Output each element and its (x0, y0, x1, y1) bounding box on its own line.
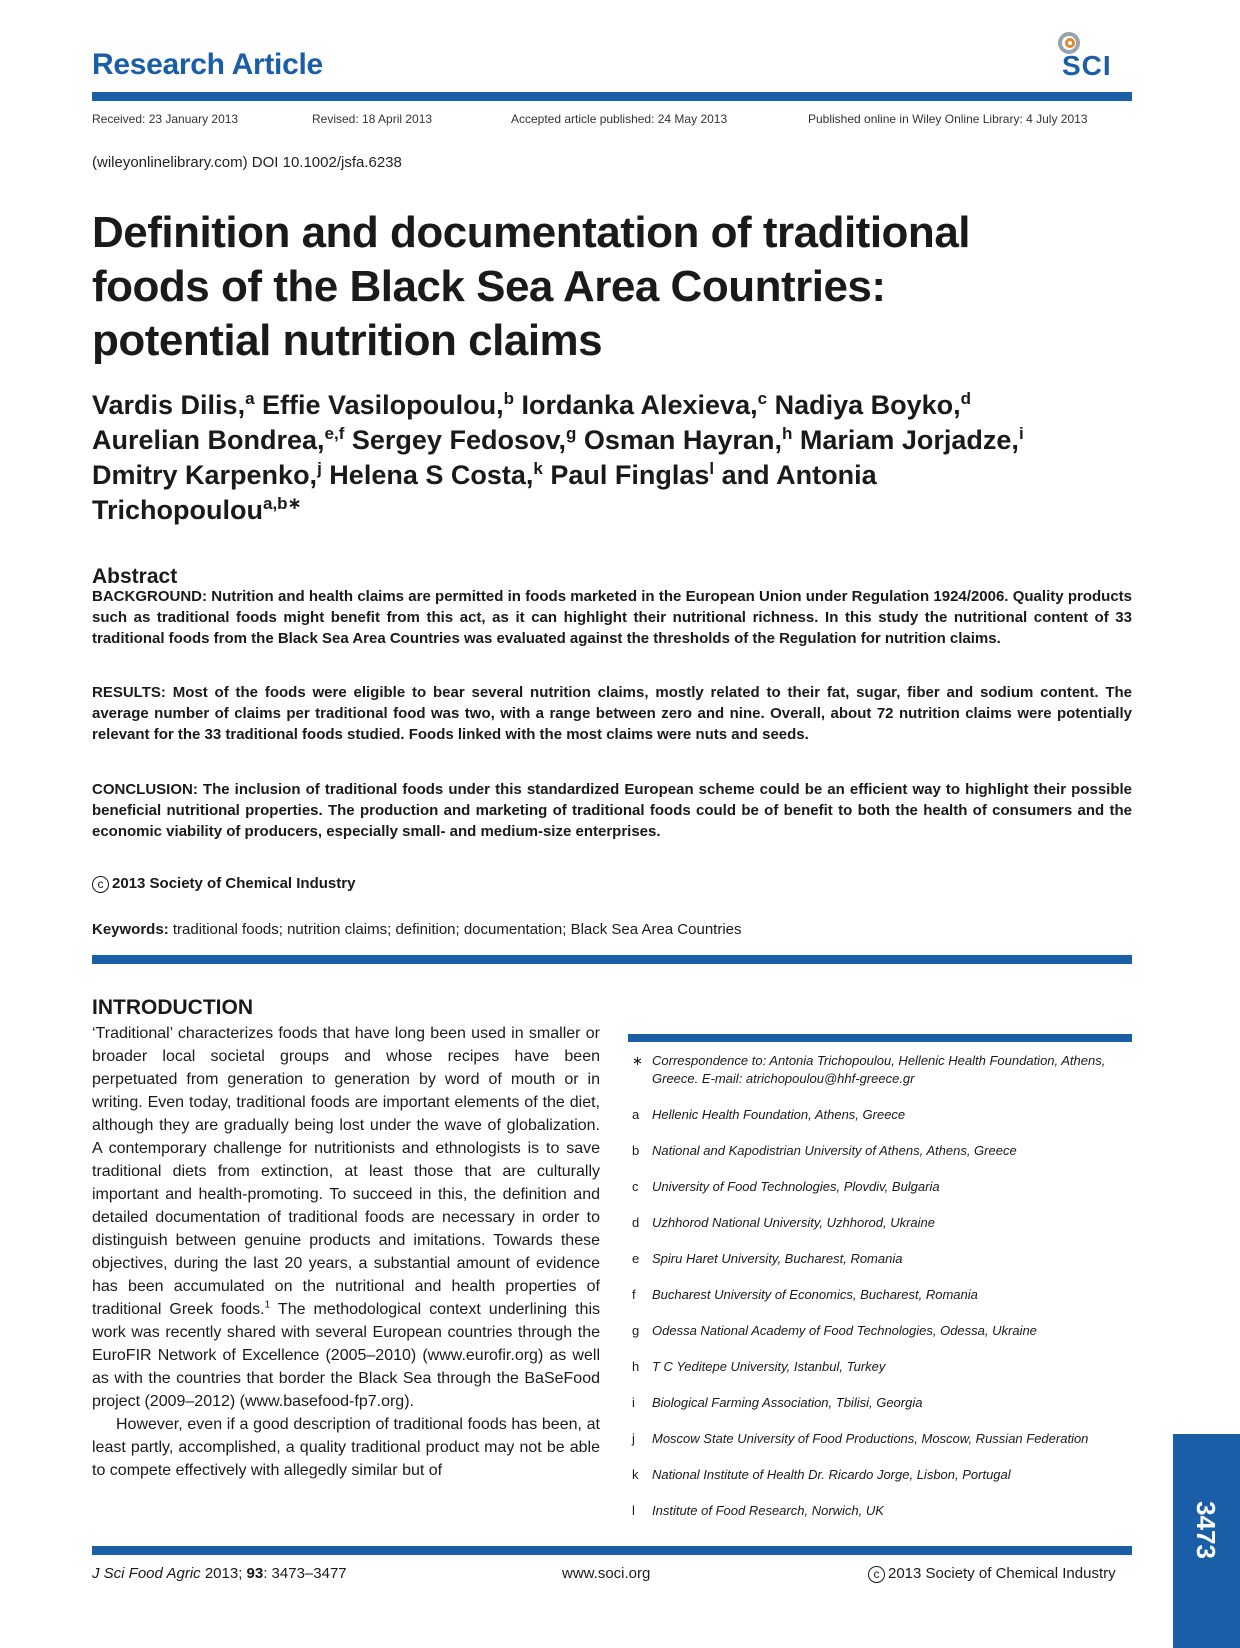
affiliation-item (628, 1466, 1132, 1484)
copyright-icon: c (92, 876, 109, 893)
author-affiliation-mark: a,b∗ (262, 494, 302, 513)
affiliation-item (628, 1178, 1132, 1196)
author-name: Effie Vasilopoulou, (254, 390, 504, 420)
header-rule (92, 92, 1132, 101)
author-name: Osman Hayran, (576, 425, 782, 455)
accepted-date: Accepted article published: 24 May 2013 (511, 112, 728, 126)
author-name: Mariam Jorjadze, (792, 425, 1019, 455)
author-affiliation-mark: l (709, 459, 715, 478)
abstract-background: BACKGROUND: Nutrition and health claims are permitted in foods marketed in the European Union under Regulation 1924/2006. Quality products such as traditional foods might benefit from this act, as it can highlight their nutritional richness. In this study the nutritional content of 33 traditional foods from the Black Sea Area Countries was evaluated against the thresholds of the Regulation for nutrition claims. (92, 588, 1132, 647)
affiliation-text: National and Kapodistrian University of Athens, Athens, Greece (652, 1143, 1017, 1158)
footer-pages: : 3473–3477 (263, 1565, 347, 1582)
author-affiliation-mark: b (503, 389, 514, 408)
affiliations-rule (628, 1034, 1132, 1042)
affiliation-item (628, 1430, 1132, 1448)
abstract-heading: Abstract (92, 565, 178, 588)
affiliation-item (628, 1502, 1132, 1520)
affiliation-item (628, 1394, 1132, 1412)
footer-volume: 93 (246, 1565, 264, 1582)
affiliation-text: Correspondence to: Antonia Trichopoulou, Hellenic Health Foundation, Athens, Greece. E-mail: atrichopoulou@hhf-greece.gr (652, 1053, 1106, 1086)
author-affiliation-mark: j (317, 459, 322, 478)
author-affiliation-mark: a (245, 389, 255, 408)
affiliation-text: Bucharest University of Economics, Bucharest, Romania (652, 1287, 978, 1302)
author-name: Aurelian Bondrea, (92, 425, 325, 455)
affiliation-item (628, 1322, 1132, 1340)
abstract-conclusion: CONCLUSION: The inclusion of traditional foods under this standardized European scheme could be an efficient way to highlight their possible beneficial nutritional properties. The production and marketing of traditional foods could be of benefit to both the health of consumers and the economic viability of producers, especially small- and medium-size enterprises. (92, 781, 1132, 840)
affiliation-mark: e (632, 1251, 640, 1266)
author-name: Sergey Fedosov, (344, 425, 566, 455)
author-name: Iordanka Alexieva, (513, 390, 758, 420)
abstract-copyright-text: 2013 Society of Chemical Industry (112, 875, 356, 892)
footer-journal: J Sci Food Agric (92, 1565, 201, 1582)
author-affiliation-mark: g (565, 424, 577, 443)
affiliation-mark: h (632, 1359, 640, 1374)
published-date: Published online in Wiley Online Library: 4 July 2013 (808, 112, 1088, 126)
introduction-paragraph: However, even if a good description of traditional foods has been, at least partly, accomplished, a quality traditional product may not be able to compete effectively with allegedly similar but of (92, 1416, 600, 1479)
affiliation-text: Institute of Food Research, Norwich, UK (652, 1503, 884, 1518)
section-rule (92, 955, 1132, 964)
affiliation-text: Odessa National Academy of Food Technologies, Odessa, Ukraine (652, 1323, 1037, 1338)
author-name: Helena S Costa, (321, 460, 534, 490)
affiliation-mark: c (632, 1179, 639, 1194)
abstract-results: RESULTS: Most of the foods were eligible to bear several nutrition claims, mostly related to their fat, sugar, fiber and sodium content. The average number of claims per traditional food was two, with a range between zero and nine. Overall, about 72 nutrition claims were potentially relevant for the 33 traditional foods studied. Foods linked with the most claims were nuts and seeds. (92, 684, 1132, 743)
title-line: foods of the Black Sea Area Countries: (92, 262, 886, 311)
footer-website: www.soci.org (562, 1565, 651, 1582)
affiliation-mark: b (632, 1143, 640, 1158)
affiliation-item (628, 1250, 1132, 1268)
keywords-label: Keywords: (92, 921, 169, 938)
introduction-body (92, 1022, 600, 1482)
affiliation-text: Spiru Haret University, Bucharest, Romania (652, 1251, 903, 1266)
correspondence-note (628, 1052, 1132, 1088)
affiliation-item (628, 1106, 1132, 1124)
author-affiliation-mark: h (781, 424, 793, 443)
author-name: and Antonia (714, 460, 877, 490)
affiliation-mark: g (632, 1323, 640, 1338)
revised-date: Revised: 18 April 2013 (312, 112, 433, 126)
affiliation-mark: i (632, 1395, 635, 1410)
affiliation-text: National Institute of Health Dr. Ricardo Jorge, Lisbon, Portugal (652, 1467, 1011, 1482)
introduction-text: The methodological context underlining this work was recently shared with several European countries through the EuroFIR Network of Excellence (2005–2010) (www.eurofir.org) as well as with the countries that border the Black Sea through the BaSeFood project (2009–2012) (www.basefood-fp7.org). (92, 1301, 601, 1410)
author-name: Paul Finglas (542, 460, 710, 490)
received-date: Received: 23 January 2013 (92, 112, 239, 126)
footer-rule (92, 1546, 1132, 1555)
author-affiliation-mark: d (960, 389, 972, 408)
author-affiliation-mark: e,f (324, 424, 345, 443)
affiliation-mark: j (632, 1431, 635, 1446)
author-name: Nadiya Boyko, (767, 390, 961, 420)
footer-copyright (868, 1565, 1116, 1583)
page-number: 3473 (1191, 1501, 1222, 1559)
affiliation-mark: l (632, 1503, 635, 1518)
introduction-heading: INTRODUCTION (92, 996, 253, 1019)
affiliation-item (628, 1286, 1132, 1304)
affiliation-mark: f (632, 1287, 636, 1302)
introduction-text: ‘Traditional’ characterizes foods that have long been used in smaller or broader local societal groups and whose recipes have been perpetuated from generation to generation by word of mouth or in writing. Even today, traditional foods are important elements of the diet, although they are gradually being lost under the wave of globalization. A contemporary challenge for nutritionists and ethnologists is to save traditional diets from extinction, at least those that are culturally important and health-promoting. To succeed in this, the definition and detailed documentation of traditional foods are necessary in order to distinguish between genuine products and imitations. Towards these objectives, during the last 20 years, a substantial amount of evidence has been accumulated on the nutritional and health properties of traditional Greek foods. (92, 1025, 600, 1318)
author-name: Dmitry Karpenko, (92, 460, 318, 490)
abstract-copyright (92, 875, 355, 893)
title-line: Definition and documentation of traditional (92, 208, 971, 257)
footer-citation (92, 1565, 347, 1582)
author-affiliation-mark: i (1018, 424, 1024, 443)
affiliations-list (628, 1052, 1132, 1538)
author-name: Trichopoulou (92, 495, 263, 525)
affiliation-item (628, 1358, 1132, 1376)
affiliation-item (628, 1214, 1132, 1232)
footer-year: 2013; (200, 1565, 247, 1582)
affiliation-text: Biological Farming Association, Tbilisi, Georgia (652, 1395, 923, 1410)
affiliation-text: Moscow State University of Food Productions, Moscow, Russian Federation (652, 1431, 1089, 1446)
affiliation-text: Uzhhorod National University, Uzhhorod, Ukraine (652, 1215, 935, 1230)
logo-ring-accent-icon (1065, 38, 1075, 48)
affiliation-mark: k (632, 1467, 639, 1482)
keywords-text: traditional foods; nutrition claims; definition; documentation; Black Sea Area Countries (168, 921, 742, 938)
author-list (92, 388, 1132, 528)
affiliation-text: T C Yeditepe University, Istanbul, Turkey (652, 1359, 886, 1374)
article-title (92, 206, 1132, 368)
keywords (92, 921, 742, 938)
author-name: Vardis Dilis, (92, 390, 246, 420)
sci-logo (1052, 28, 1132, 84)
doi: (wileyonlinelibrary.com) DOI 10.1002/jsfa.6238 (92, 154, 402, 171)
affiliation-mark: d (632, 1215, 640, 1230)
reference-mark: 1 (264, 1299, 271, 1311)
affiliation-mark: ∗ (632, 1053, 643, 1068)
section-label: Research Article (92, 48, 323, 81)
affiliation-mark: a (632, 1107, 640, 1122)
affiliation-item (628, 1142, 1132, 1160)
title-line: potential nutrition claims (92, 316, 603, 365)
copyright-icon: c (868, 1566, 885, 1583)
footer-copyright-text: 2013 Society of Chemical Industry (888, 1565, 1116, 1582)
author-affiliation-mark: c (757, 389, 768, 408)
affiliation-text: University of Food Technologies, Plovdiv, Bulgaria (652, 1179, 940, 1194)
affiliation-text: Hellenic Health Foundation, Athens, Greece (652, 1107, 906, 1122)
author-affiliation-mark: k (533, 459, 543, 478)
introduction-paragraph (92, 1022, 600, 1413)
logo-text: SCI (1062, 50, 1112, 81)
